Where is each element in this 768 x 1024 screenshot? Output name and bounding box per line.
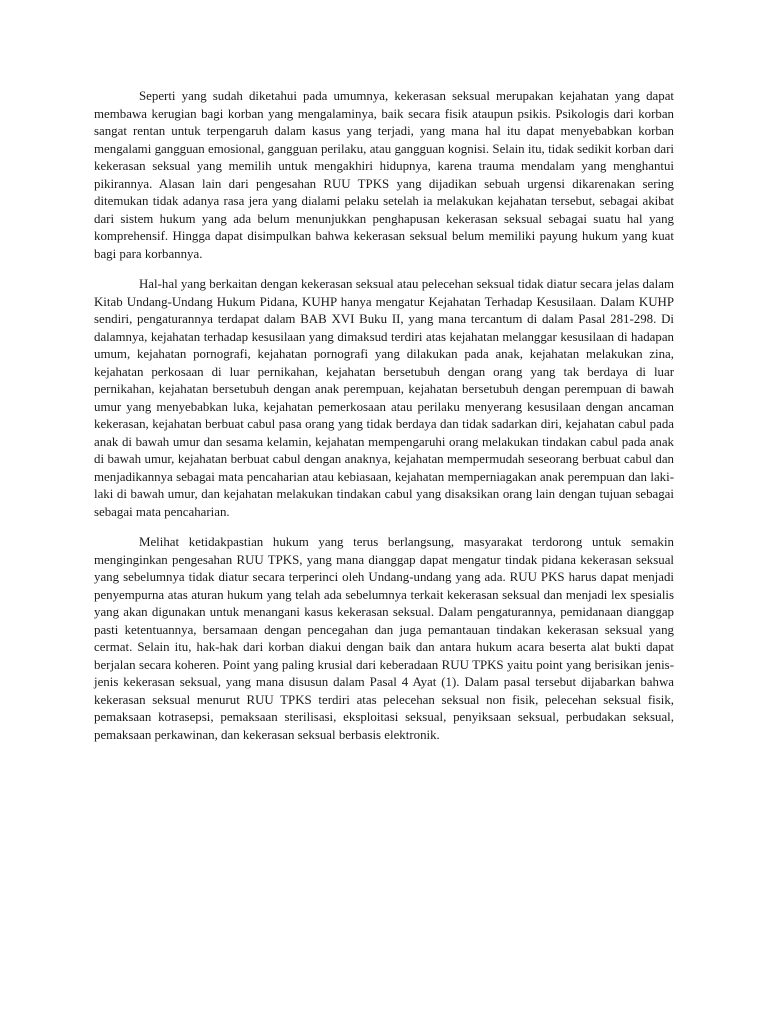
paragraph-1: Seperti yang sudah diketahui pada umumnya, kekerasan seksual merupakan kejahatan yang dapat membawa kerugian bagi korban yang mengalaminya, baik secara fisik ataupun psikis. Psikologis dari korban sangat rentan untuk terpengaruh dalam kasus yang terjadi, yang mana hal itu dapat menyebabkan korban mengalami gangguan emosional, gangguan perilaku, atau gangguan kognisi. Selain itu, tidak sedikit korban dari kekerasan seksual yang memilih untuk mengakhiri hidupnya, karena trauma mendalam yang menghantui pikirannya. Alasan lain dari pengesahan RUU TPKS yang dijadikan sebuah urgensi dikarenakan sering ditemukan tidak adanya rasa jera yang dialami pelaku setelah ia melakukan kejahatan tersebut, sebagai akibat dari sistem hukum yang ada belum menunjukkan penghapusan kekerasan seksual sebagai suatu hal yang komprehensif. Hingga dapat disimpulkan bahwa kekerasan seksual belum memiliki payung hukum yang kuat bagi para korbannya.: [94, 89, 674, 261]
paragraph-3: Melihat ketidakpastian hukum yang terus berlangsung, masyarakat terdorong untuk semakin menginginkan pengesahan RUU TPKS, yang mana dianggap dapat mengatur tindak pidana kekerasan seksual yang sebelumnya tidak diatur secara terperinci oleh Undang-undang yang ada. RUU PKS harus dapat menjadi penyempurna atas aturan hukum yang telah ada sebelumnya terkait kekerasan seksual dan menjadi lex spesialis yang akan digunakan untuk menangani kasus kekerasan seksual. Dalam pengaturannya, pemidanaan dianggap pasti ketentuannya, bersamaan dengan pencegahan dan juga pemantauan tindakan kekerasan seksual yang cermat. Selain itu, hak-hak dari korban diakui dengan baik dan antara hukum acara beserta alat bukti dapat berjalan secara koheren. Point yang paling krusial dari keberadaan RUU TPKS yaitu point yang berisikan jenis-jenis kekerasan seksual, yang mana disusun dalam Pasal 4 Ayat (1). Dalam pasal tersebut dijabarkan bahwa kekerasan seksual menurut RUU TPKS terdiri atas pelecehan seksual non fisik, pelecehan seksual fisik, pemaksaan kotrasepsi, pemaksaan sterilisasi, eksploitasi seksual, penyiksaan seksual, perbudakan seksual, pemaksaan perkawinan, dan kekerasan seksual berbasis elektronik.: [94, 535, 674, 742]
document-page: [94, 88, 674, 757]
paragraph-2: Hal-hal yang berkaitan dengan kekerasan seksual atau pelecehan seksual tidak diatur secara jelas dalam Kitab Undang-Undang Hukum Pidana, KUHP hanya mengatur Kejahatan Terhadap Kesusilaan. Dalam KUHP sendiri, pengaturannya terdapat dalam BAB XVI Buku II, yang mana tercantum di dalam Pasal 281-298. Di dalamnya, kejahatan terhadap kesusilaan yang dimaksud terdiri atas kejahatan melanggar kesusilaan di hadapan umum, kejahatan pornografi, kejahatan pornografi yang dilakukan pada anak, kejahatan melakukan zina, kejahatan perkosaan di luar pernikahan, kejahatan bersetubuh dengan orang yang tak berdaya di luar pernikahan, kejahatan bersetubuh dengan anak perempuan, kejahatan bersetubuh dengan perempuan di bawah umur yang menyebabkan luka, kejahatan pemerkosaan atau perilaku menyerang kesusilaan dengan ancaman kekerasan, kejahatan berbuat cabul pasa orang yang tidak berdaya dan tidak sadarkan diri, kejahatan cabul pada anak di bawah umur dan sesama kelamin, kejahatan mempengaruhi orang melakukan tindakan cabul pada anak di bawah umur, kejahatan berbuat cabul dengan anaknya, kejahatan mempermudah seseorang berbuat cabul dan menjadikannya sebagai mata pencaharian atau kebiasaan, kejahatan memperniagakan anak perempuan dan laki-laki di bawah umur, dan kejahatan melakukan tindakan cabul yang disaksikan orang lain dengan tujuan sebagai sebagai mata pencaharian.: [94, 277, 674, 519]
